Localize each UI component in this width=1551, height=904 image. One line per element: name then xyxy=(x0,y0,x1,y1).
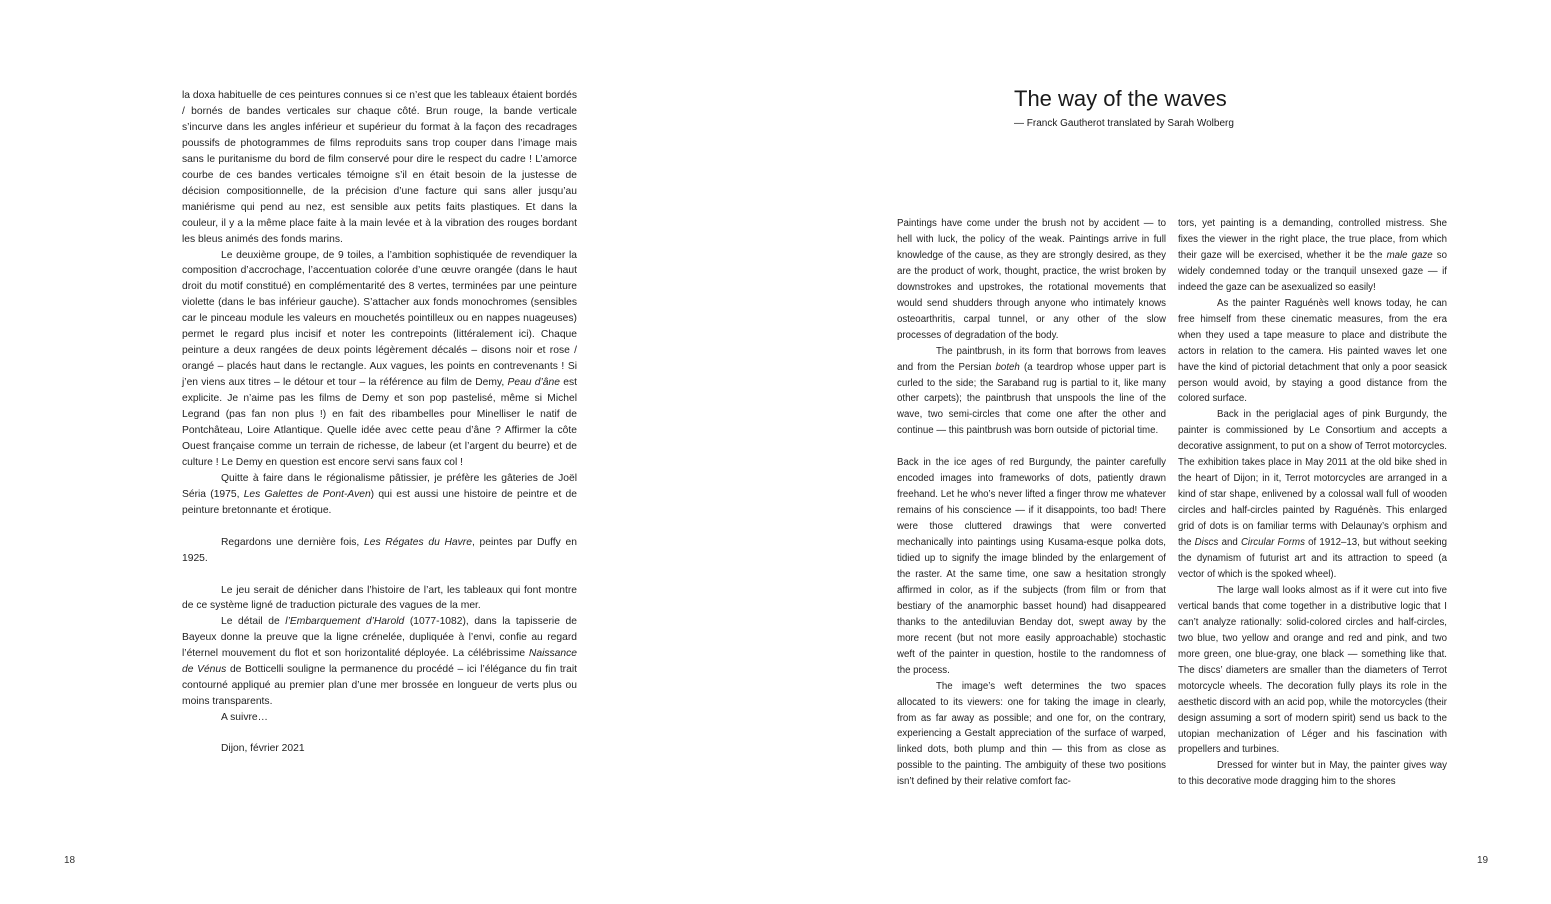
page-number-left: 18 xyxy=(64,855,76,866)
paragraph: Dressed for winter but in May, the painter gives way to this decorative mode dragging him to the shores xyxy=(1178,760,1447,788)
paragraph: Back in the periglacial ages of pink Burgundy, the painter is commissioned by Le Consortium and accepts a decorative assignment, to put on a show of Terrot motorcycles. The exhibition takes place in May 2011 at the old bike shed in the heart of Dijon; in it, Terrot motorcycles are arranged in a kind of star shape, enlivened by a colossal wall full of wooden circles and half-circles painted by Raguénès. This enlarged grid of dots is on familiar terms with Delaunay’s orphism and the Discs and Circular Forms of 1912–13, but without seeking the dynamism of futurist art and its attraction to speed (a vector of which is the spoked wheel). xyxy=(1178,409,1447,580)
paragraph: Back in the ice ages of red Burgundy, the painter carefully encoded images into frameworks of dots, patiently drawn freehand. Let he who’s never lifted a finger throw me whatever remains of his conscience — if it disappoints, too bad! There were those cluttered drawings that were converted mechanically into paintings using Kusama-esque polka dots, tidied up to signify the image blinded by the enlargement of the raster. At the same time, one saw a hesitation strongly affirmed in color, as if the subjects (from film or from that bestiary of the anamorphic basset hound) had disappeared thanks to the antediluvian Benday dot, swept away by the more recent (but not more easily approachable) stochastic weft of the painter in question, hostile to the randomness of the process. xyxy=(897,457,1166,676)
paragraph: Paintings have come under the brush not by accident — to hell with luck, the policy of the weak. Paintings arrive in full knowledge of the cause, as they are strongly desired, as they are the product of work, thought, practice, the wrist broken by downstrokes and upstrokes, the rotational movements that would send shudders through anyone who intimately knows osteoarthritis, carpal tunnel, or any other of the slow processes of degradation of the body. xyxy=(897,218,1166,341)
article-title: The way of the waves xyxy=(1014,86,1227,111)
right-page-column-1 xyxy=(897,216,1166,790)
paragraph: As the painter Raguénès well knows today, he can free himself from these cinematic measures, from the era when they used a tape measure to place and distribute the actors in relation to the camera. His painted waves let one have the kind of pictorial detachment that only a poor seasick person would avoid, by staying a good distance from the colored surface. xyxy=(1178,297,1447,405)
paragraph: Regardons une dernière fois, Les Régates du Havre, peintes par Duffy en 1925. xyxy=(182,536,577,564)
paragraph: Le jeu serait de dénicher dans l’histoire de l’art, les tableaux qui font montre de ce système ligné de traduction picturale des vagues de la mer. xyxy=(182,584,577,612)
right-page-column-2 xyxy=(1178,216,1447,790)
paragraph: The image’s weft determines the two spaces allocated to its viewers: one for taking the image in clearly, from as far away as possible; and one for, on the contrary, experiencing a Gestalt appreciation of the surface of warped, linked dots, both plump and thin — this from as close as possible to the painting. The ambiguity of these two positions isn’t defined by their relative comfort fac- xyxy=(897,680,1166,788)
page-number-right: 19 xyxy=(1477,855,1489,866)
article-byline: — Franck Gautherot translated by Sarah Wolberg xyxy=(1014,118,1234,129)
paragraph: la doxa habituelle de ces peintures connues si ce n’est que les tableaux étaient bordés / bornés de bandes verticales sur chaque côté. Brun rouge, la bande verticale s’incurve dans les angles inférieur et supérieur du format à la façon des recadrages poussifs de photogrammes de films reproduits sans trop couper dans l’image mais sans le puritanisme du bord de film conservé pour dire le respect du cadre ! L’amorce courbe de ces bandes verticales témoigne s’il en était besoin de la justesse de décision compositionnelle, de la précision d’une facture qui sans aller jusqu’au maniérisme qui pend au nez, est sensible aux petits faits plastiques. Et dans la couleur, il y a la même place faite à la main levée et à la vibration des rouges bordant les bleus animés des fonds marins. xyxy=(182,90,577,245)
paragraph: The paintbrush, in its form that borrows from leaves and from the Persian boteh (a teardrop whose upper part is curled to the side; the Saraband rug is partial to it, like many other carpets); the paintbrush that unspools the line of the wave, two semi-circles that come one after the other and continue — this paintbrush was born outside of pictorial time. xyxy=(897,345,1166,437)
paragraph: Le détail de l’Embarquement d’Harold (1077-1082), dans la tapisserie de Bayeux donne la preuve que la ligne crénelée, dupliquée à l’envi, confie au regard l’éternel mouvement du flot et son horizontalité déployée. La célébrissime Naissance de Vénus de Botticelli souligne la permanence du procédé – ici l’élégance du fin trait contourné appliqué au premier plan d’une mer brossée en longueur de verts plus ou moins transparents. xyxy=(182,616,577,708)
paragraph: The large wall looks almost as if it were cut into five vertical bands that come together in a distributive logic that I can’t analyze rationally: solid-colored circles and half-circles, two blue, two yellow and orange and red and pink, and two more green, one blue-gray, one black — something like that. The discs’ diameters are smaller than the diameters of Terrot motorcycle wheels. The decoration fully plays its role in the aesthetic discord with an acid pop, while the motorcycles (their design assuming a sort of modern spirit) send us back to the utopian mechanization of Léger and his fascination with propellers and turbines. xyxy=(1178,584,1447,756)
paragraph: Le deuxième groupe, de 9 toiles, a l’ambition sophistiquée de revendiquer la composition d’accrochage, l’accentuation colorée d’une œuvre orangée (dans le haut droit du motif constitué) en complémentarité des 8 vertes, terminées par une peinture violette (dans le bas inférieur gauche). S’attacher aux fonds monochromes (sensibles car le pinceau module les valeurs en mouchetés pointilleux ou en nappes nuageuses) permet le regard plus incisif et noter les contrepoints (littéralement ici). Chaque peinture a deux rangées de deux points légèrement décalés – disons noir et rose / orangé – placés haut dans le rectangle. Aux vagues, les points en contrevenants ! Si j’en viens aux titres – le détour et tour – la référence au film de Demy, Peau d’âne est explicite. Je n’aime pas les films de Demy et son pop pastelisé, même si Michel Legrand (pas fan non plus !) en fait des ribambelles pour Minelliser le natif de Pontchâteau, Loire Atlantique. Quelle idée avec cette peau d’âne ? Affirmer la côte Ouest française comme un terrain de richesse, de labeur (et l’argent du beurre) et de culture ! Le Demy en question est encore servi sans faux col ! xyxy=(182,249,577,468)
left-page-text xyxy=(182,88,577,757)
dateline: Dijon, février 2021 xyxy=(221,743,305,755)
closing-note: A suivre… xyxy=(221,712,268,724)
paragraph: Quitte à faire dans le régionalisme pâtissier, je préfère les gâteries de Joël Séria (1975, Les Galettes de Pont-Aven) qui est aussi une histoire de peintre et de peinture bretonnante et érotique. xyxy=(182,472,577,516)
paragraph: tors, yet painting is a demanding, controlled mistress. She fixes the viewer in the right place, the true place, from which their gaze will be exercised, whether it be the male gaze so widely condemned today or the tranquil unsexed gaze — if indeed the gaze can be asexualized so easily! xyxy=(1178,218,1447,293)
